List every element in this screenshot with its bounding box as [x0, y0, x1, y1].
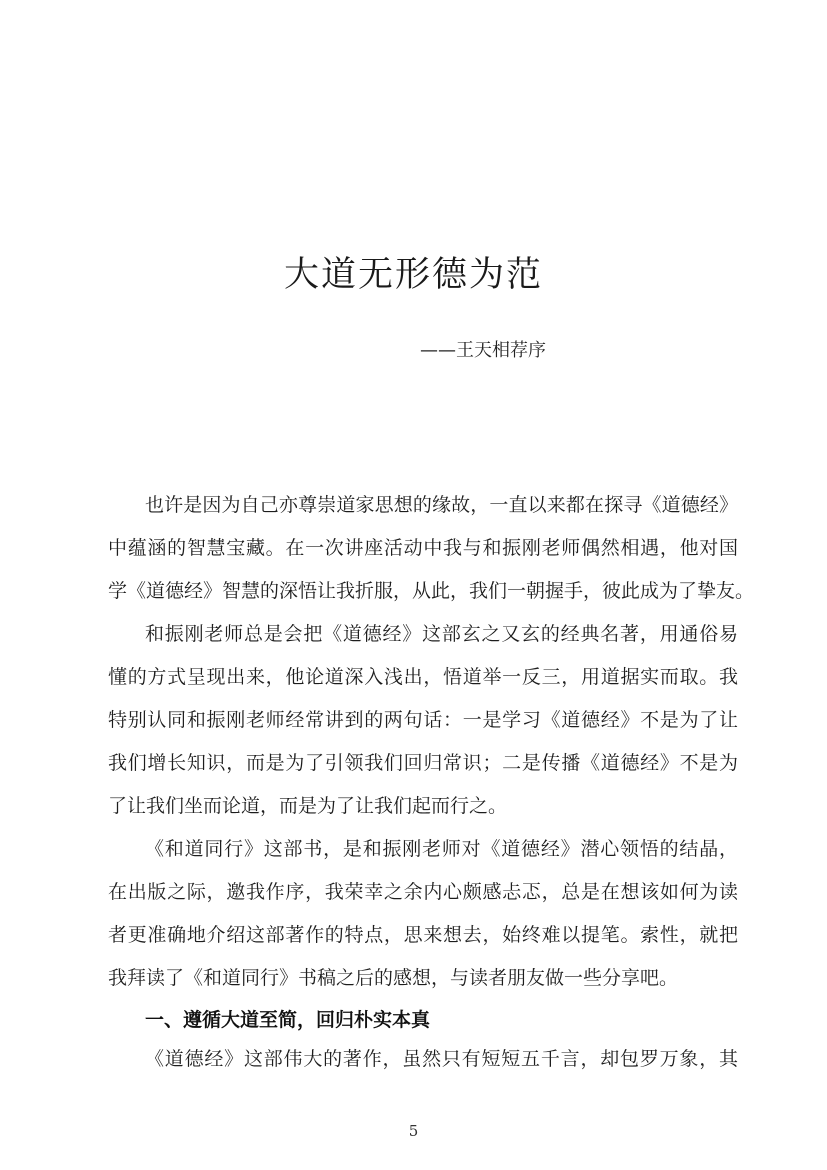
- paragraph-line: 者更准确地介绍这部著作的特点，思来想去，始终难以提笔。索性，就把: [108, 924, 738, 946]
- paragraph-line: 我们增长知识，而是为了引领我们回归常识；二是传播《道德经》不是为: [108, 752, 738, 774]
- section-heading: 一、遵循大道至简，回归朴实本真: [145, 1009, 431, 1031]
- paragraph-line: 和振刚老师总是会把《道德经》这部玄之又玄的经典名著，用通俗易: [145, 623, 738, 645]
- paragraph-line: 懂的方式呈现出来，他论道深入浅出，悟道举一反三，用道据实而取。我: [108, 666, 738, 688]
- paragraph-line: 《和道同行》这部书，是和振刚老师对《道德经》潜心领悟的结晶，: [145, 838, 738, 860]
- paragraph-line: 在出版之际，邀我作序，我荣幸之余内心颇感忐忑，总是在想该如何为读: [108, 881, 738, 903]
- page-title: 大道无形德为范: [283, 255, 543, 295]
- paragraph-line: 中蕴涵的智慧宝藏。在一次讲座活动中我与和振刚老师偶然相遇，他对国: [108, 537, 738, 559]
- paragraph-line: 也许是因为自己亦尊崇道家思想的缘故，一直以来都在探寻《道德经》: [145, 494, 738, 516]
- paragraph-line: 我拜读了《和道同行》书稿之后的感想，与读者朋友做一些分享吧。: [108, 967, 679, 989]
- page-number: 5: [408, 1122, 419, 1140]
- paragraph-line: 了让我们坐而论道，而是为了让我们起而行之。: [108, 795, 508, 817]
- paragraph-line: 学《道德经》智慧的深悟让我折服，从此，我们一朝握手，彼此成为了挚友。: [108, 580, 755, 602]
- paragraph-line: 《道德经》这部伟大的著作，虽然只有短短五千言，却包罗万象，其: [145, 1048, 738, 1070]
- page-subtitle: ——王天相荐序: [420, 340, 546, 361]
- paragraph-line: 特别认同和振刚老师经常讲到的两句话：一是学习《道德经》不是为了让: [108, 709, 738, 731]
